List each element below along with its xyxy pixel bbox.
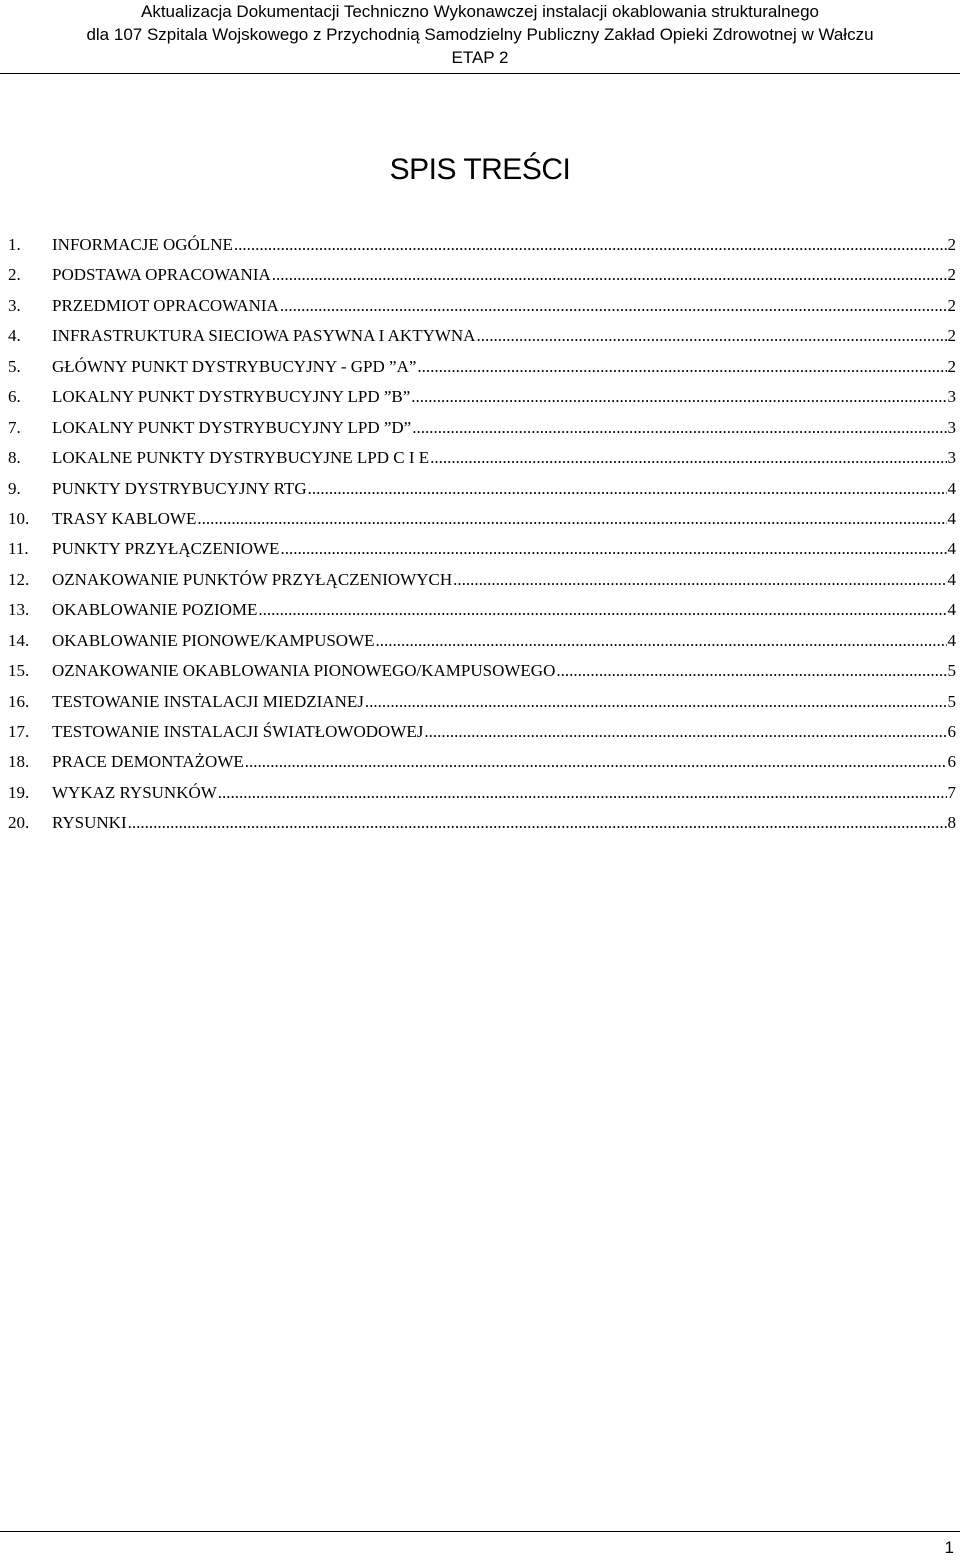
- toc-entry-label: INFORMACJE OGÓLNE: [52, 235, 233, 254]
- toc-entry-page: 4: [947, 569, 956, 589]
- header-line-3: ETAP 2: [451, 48, 509, 67]
- toc-dot-leader: [424, 720, 946, 744]
- toc-entry[interactable]: [8, 477, 956, 507]
- toc-entry-page: 2: [947, 356, 956, 376]
- toc-entry-label: TRASY KABLOWE: [52, 508, 197, 528]
- toc-dot-leader: [365, 690, 947, 714]
- toc-entry[interactable]: [8, 263, 956, 293]
- toc-entry-page: 6: [947, 752, 956, 772]
- toc-entry-number: 19.: [8, 782, 30, 802]
- toc-entry-page: 2: [947, 265, 956, 285]
- toc-dot-leader: [308, 477, 947, 501]
- toc-entry-page: 3: [947, 387, 956, 407]
- toc-entry[interactable]: [8, 416, 956, 446]
- toc-title: SPIS TREŚCI: [389, 153, 571, 186]
- toc-dot-leader: [376, 629, 947, 653]
- toc-dot-leader: [280, 537, 946, 561]
- toc-entry-number: 3.: [8, 295, 21, 315]
- toc-entry-label: OKABLOWANIE PIONOWE/KAMPUSOWE: [52, 630, 375, 650]
- toc-entry[interactable]: [8, 720, 956, 750]
- toc-entry-label: PUNKTY DYSTRYBUCYJNY RTG: [52, 478, 307, 498]
- toc-entry-number: 8.: [8, 448, 21, 468]
- toc-entry[interactable]: [8, 750, 956, 780]
- toc-entry[interactable]: [8, 690, 956, 720]
- toc-dot-leader: [430, 446, 946, 470]
- toc-entry-number: 16.: [8, 691, 30, 711]
- toc-entry-number: 2.: [8, 265, 21, 285]
- toc-entry[interactable]: [8, 294, 956, 324]
- toc-entry-page: 2: [947, 326, 956, 346]
- toc-entry-label: OZNAKOWANIE OKABLOWANIA PIONOWEGO/KAMPUSOWEGO: [52, 661, 556, 681]
- toc-entry-page: 2: [947, 235, 956, 254]
- toc-entry[interactable]: [8, 385, 956, 415]
- toc-entry-label: PRZEDMIOT OPRACOWANIA: [52, 295, 279, 315]
- toc-entry-page: 2: [947, 295, 956, 315]
- toc-entry-number: 5.: [8, 356, 21, 376]
- toc-entry-label: PODSTAWA OPRACOWANIA: [52, 265, 271, 285]
- toc-entry-label: TESTOWANIE INSTALACJI ŚWIATŁOWODOWEJ: [52, 722, 424, 741]
- toc-entry-number: 6.: [8, 387, 21, 407]
- toc-entry[interactable]: [8, 355, 956, 385]
- toc-dot-leader: [128, 811, 947, 835]
- toc-dot-leader: [234, 233, 947, 257]
- toc-entry-label: RYSUNKI: [52, 813, 127, 833]
- toc-entry[interactable]: [8, 629, 956, 659]
- toc-entry[interactable]: [8, 233, 956, 263]
- toc-entry-label: LOKALNY PUNKT DYSTRYBUCYJNY LPD ”B”: [52, 387, 411, 407]
- toc-dot-leader: [197, 507, 946, 531]
- toc-entry-page: 4: [947, 630, 956, 650]
- header-line-1: Aktualizacja Dokumentacji Techniczno Wykonawczej instalacji okablowania strukturalnego: [141, 2, 819, 21]
- toc-entry-number: 20.: [8, 813, 30, 833]
- toc-entry-number: 9.: [8, 478, 21, 498]
- toc-entry-number: 12.: [8, 569, 30, 589]
- toc-entry-number: 15.: [8, 661, 30, 681]
- toc-dot-leader: [417, 355, 946, 379]
- toc-entry[interactable]: [8, 507, 956, 537]
- toc-entry-number: 4.: [8, 326, 21, 346]
- toc-entry[interactable]: [8, 659, 956, 689]
- toc-entry[interactable]: [8, 811, 956, 841]
- header-line-2: dla 107 Szpitala Wojskowego z Przychodnią Samodzielny Publiczny Zakład Opieki Zdrowotnej w Wałczu: [86, 25, 874, 44]
- toc-entry-page: 7: [947, 782, 956, 802]
- toc-entry-label: GŁÓWNY PUNKT DYSTRYBUCYJNY - GPD ”A”: [52, 356, 417, 376]
- toc-dot-leader: [411, 385, 946, 409]
- toc-entry-label: LOKALNE PUNKTY DYSTRYBUCYJNE LPD C I E: [52, 448, 430, 468]
- toc-entry-number: 1.: [8, 235, 21, 254]
- toc-entry-number: 13.: [8, 600, 30, 620]
- toc-entry-page: 4: [947, 478, 956, 498]
- toc-entry-page: 3: [947, 417, 956, 437]
- toc-entry-label: OKABLOWANIE POZIOME: [52, 600, 258, 620]
- toc-entry-page: 6: [947, 722, 956, 741]
- toc-entry-page: 4: [947, 539, 956, 559]
- toc-entry-page: 5: [947, 661, 956, 681]
- toc-entry-page: 4: [947, 508, 956, 528]
- page-number: 1: [944, 1538, 954, 1557]
- toc-entry-label: LOKALNY PUNKT DYSTRYBUCYJNY LPD ”D”: [52, 417, 412, 437]
- toc-entry[interactable]: [8, 324, 956, 354]
- footer-divider: [0, 1531, 960, 1532]
- toc-entry-number: 18.: [8, 752, 30, 772]
- toc-entry-number: 11.: [8, 539, 29, 559]
- toc-dot-leader: [556, 659, 946, 683]
- toc-dot-leader: [476, 324, 946, 348]
- header-divider: [0, 73, 960, 74]
- toc-dot-leader: [218, 781, 947, 805]
- toc-entry[interactable]: [8, 446, 956, 476]
- document-header: [0, 0, 960, 69]
- toc-entry-page: 8: [947, 813, 956, 833]
- toc-dot-leader: [245, 750, 947, 774]
- toc-dot-leader: [272, 263, 947, 287]
- toc-entry[interactable]: [8, 598, 956, 628]
- toc-entry-number: 10.: [8, 508, 30, 528]
- toc-entry-label: INFRASTRUKTURA SIECIOWA PASYWNA I AKTYWNA: [52, 326, 476, 346]
- toc-entry[interactable]: [8, 568, 956, 598]
- toc-entry-number: 7.: [8, 417, 21, 437]
- toc-entry-label: WYKAZ RYSUNKÓW: [52, 782, 217, 802]
- toc-dot-leader: [453, 568, 946, 592]
- toc-dot-leader: [412, 416, 946, 440]
- table-of-contents: [8, 233, 956, 842]
- toc-entry-number: 17.: [8, 722, 30, 741]
- toc-entry[interactable]: [8, 537, 956, 567]
- toc-entry-label: PUNKTY PRZYŁĄCZENIOWE: [52, 539, 280, 559]
- toc-entry-label: OZNAKOWANIE PUNKTÓW PRZYŁĄCZENIOWYCH: [52, 569, 453, 589]
- toc-entry-page: 5: [947, 691, 956, 711]
- toc-entry-page: 4: [947, 600, 956, 620]
- toc-entry[interactable]: [8, 781, 956, 811]
- toc-entry-number: 14.: [8, 630, 30, 650]
- toc-entry-label: TESTOWANIE INSTALACJI MIEDZIANEJ: [52, 691, 364, 711]
- toc-entry-page: 3: [947, 448, 956, 468]
- toc-dot-leader: [280, 294, 947, 318]
- toc-entry-label: PRACE DEMONTAŻOWE: [52, 752, 244, 772]
- toc-dot-leader: [258, 598, 946, 622]
